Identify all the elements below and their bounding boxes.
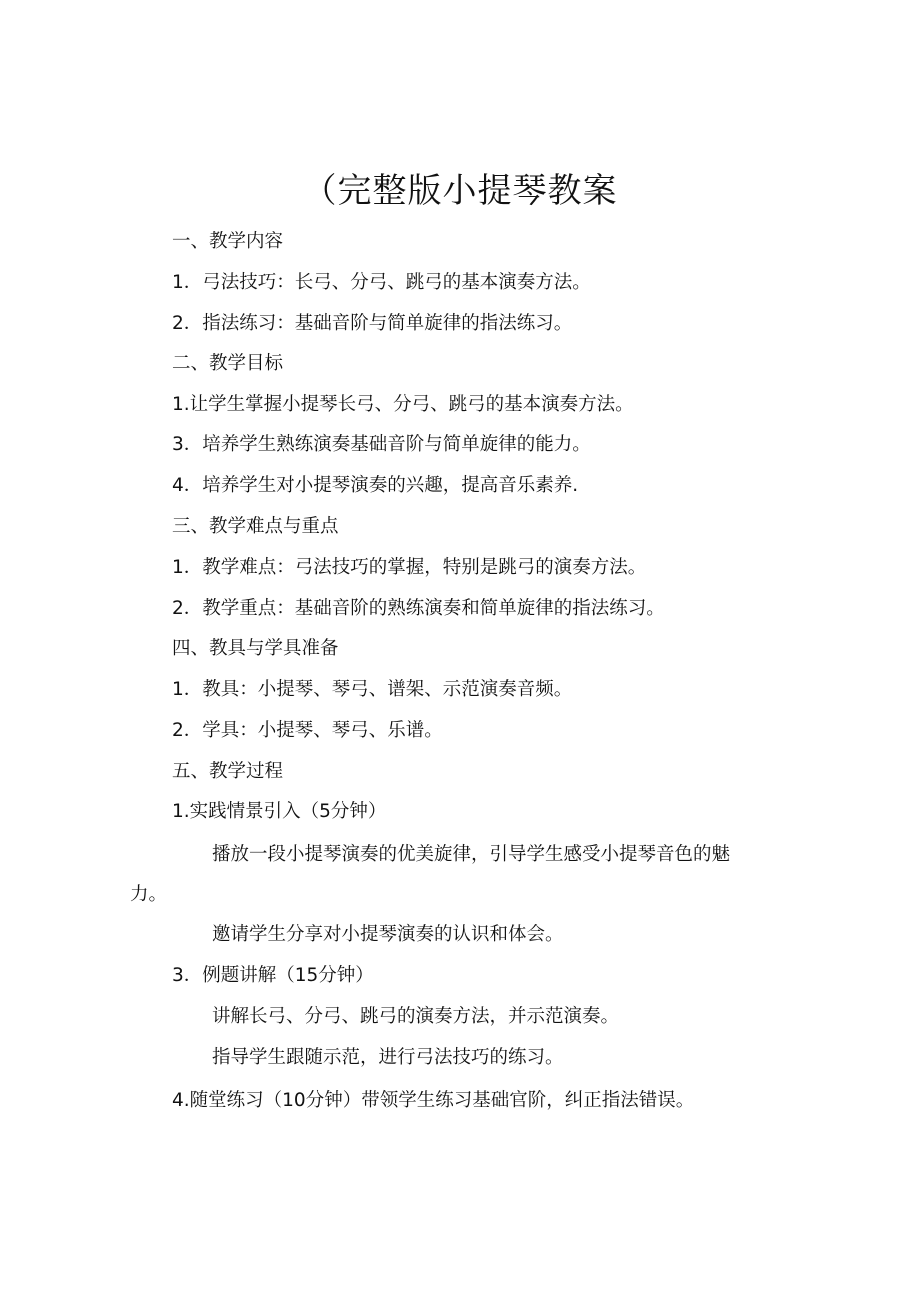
paragraph-text: 邀请学生分享对小提琴演奏的认识和体会。 (212, 924, 564, 945)
document-title: （完整版小提琴教案 (302, 171, 618, 211)
list-item: 2．指法练习：基础音阶与简单旋律的指法练习。 (172, 313, 573, 334)
list-item: 3．培养学生熟练演奏基础音阶与简单旋律的能力。 (172, 434, 591, 455)
section-heading-difficulties: 三、教学难点与重点 (172, 516, 339, 537)
section-heading-goals: 二、教学目标 (172, 353, 284, 374)
list-item: 1.实践情景引入（5分钟） (172, 801, 387, 822)
paragraph-continuation: 力。 (130, 884, 168, 905)
section-heading-process: 五、教学过程 (172, 761, 284, 782)
list-item: 4．培养学生对小提琴演奏的兴趣，提高音乐素养. (172, 475, 579, 496)
section-heading-content: 一、教学内容 (172, 231, 284, 252)
list-item: 2．学具：小提琴、琴弓、乐谱。 (172, 720, 443, 741)
list-item: 2．教学重点：基础音阶的熟练演奏和简单旋律的指法练习。 (172, 598, 665, 619)
list-item: 4.随堂练习（10分钟）带领学生练习基础官阶，纠正指法错误。 (172, 1090, 695, 1111)
list-item: 3．例题讲解（15分钟） (172, 965, 374, 986)
paragraph-text: 指导学生跟随示范，进行弓法技巧的练习。 (212, 1047, 564, 1068)
list-item: 1．教具：小提琴、琴弓、谱架、示范演奏音频。 (172, 679, 573, 700)
section-heading-materials: 四、教具与学具准备 (172, 638, 339, 659)
paragraph-text: 讲解长弓、分弓、跳弓的演奏方法，并示范演奏。 (212, 1006, 620, 1027)
list-item: 1.让学生掌握小提琴长弓、分弓、跳弓的基本演奏方法。 (172, 394, 634, 415)
list-item: 1．教学难点：弓法技巧的掌握，特别是跳弓的演奏方法。 (172, 557, 647, 578)
list-item: 1．弓法技巧：长弓、分弓、跳弓的基本演奏方法。 (172, 272, 591, 293)
paragraph-text: 播放一段小提琴演奏的优美旋律，引导学生感受小提琴音色的魅 (212, 844, 731, 865)
